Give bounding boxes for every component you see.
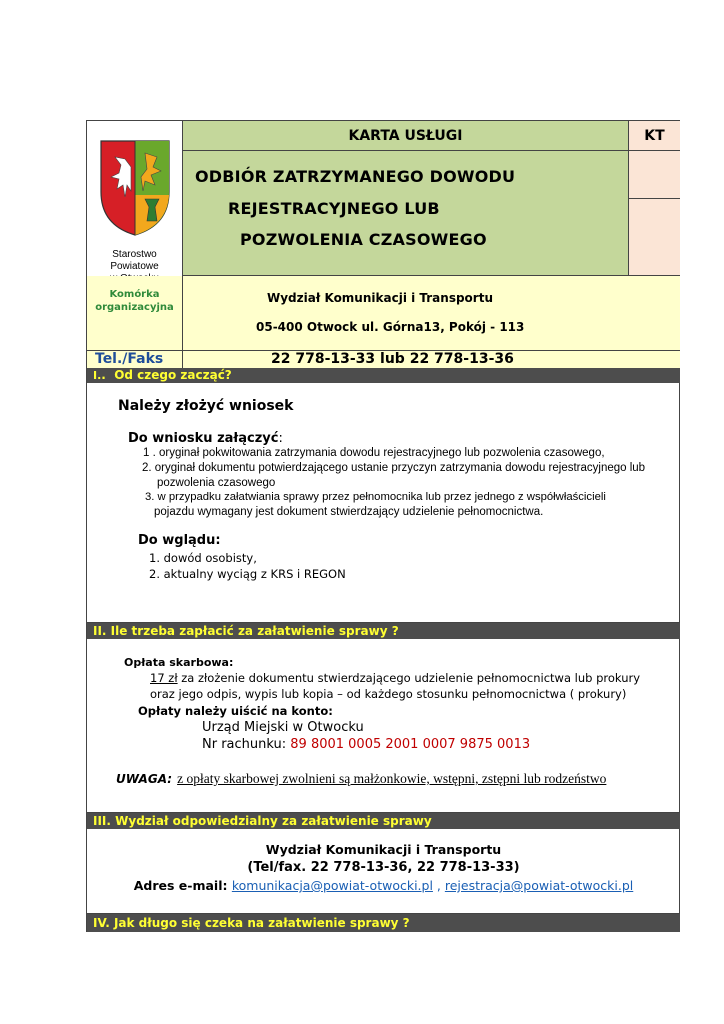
- section-1-header: [87, 368, 680, 383]
- email-label: Adres e-mail:: [133, 878, 232, 893]
- phone-value: 22 778-13-33 lub 22 778-13-36: [271, 351, 514, 367]
- fee-line-1: [150, 671, 640, 685]
- account-number-line: [202, 737, 530, 752]
- exemption-note: [116, 768, 606, 787]
- code-cell: [628, 121, 680, 151]
- section-1-body: [87, 383, 680, 623]
- section-3-body: [87, 829, 680, 914]
- note-text: z opłaty skarbowej zwolnieni są małżonkowie, wstępni, zstępni lub rodzeństwo: [177, 771, 607, 786]
- section-2-header: [87, 623, 680, 639]
- attach-label: [128, 431, 283, 446]
- phone-label-cell: [87, 351, 182, 368]
- fee-description-2: oraz jego odpis, wypis lub kopia – od każdego stosunku pełnomocnictwa ( prokury): [150, 687, 627, 701]
- unit-address: 05-400 Otwock ul. Górna13, Pokój - 113: [256, 320, 525, 334]
- phone-label: Tel./Faks: [95, 351, 164, 367]
- section-3-title: III. Wydział odpowiedzialny za załatwienie sprawy: [93, 814, 432, 828]
- account-prefix: Nr rachunku:: [202, 737, 291, 752]
- unit-label-cell: [87, 276, 182, 351]
- email-link-rejestracja[interactable]: rejestracja@powiat-otwocki.pl: [444, 878, 634, 893]
- card-label-cell: [182, 121, 628, 151]
- card-label: KARTA USŁUGI: [348, 128, 463, 144]
- fee-label: Opłata skarbowa:: [124, 656, 234, 669]
- section-3-header: [87, 813, 680, 829]
- attach-label-colon: :: [278, 431, 283, 446]
- service-title-line1: ODBIÓR ZATRZYMANEGO DOWODU: [195, 167, 516, 186]
- view-item-2: 2. aktualny wyciąg z KRS i REGON: [149, 567, 346, 581]
- section-1-title: Od czego zacząć?: [114, 368, 232, 382]
- note-label: UWAGA:: [116, 772, 172, 786]
- service-title-cell: [182, 151, 628, 276]
- service-card: [86, 120, 680, 932]
- attachment-item-3b: pojazdu wymagany jest dokument stwierdzający udzielenie pełnomocnictwa.: [154, 506, 544, 518]
- attachment-item-2b: pozwolenia czasowego: [157, 477, 276, 489]
- email-separator: ,: [432, 878, 445, 893]
- submit-request-text: Należy złożyć wniosek: [118, 398, 294, 414]
- section-1-number: I.: [93, 369, 102, 382]
- service-code: KT: [644, 128, 665, 144]
- attachment-item-3a: 3. w przypadku załatwiania sprawy przez pełnomocnika lub przez jednego z współwłaścicieli: [145, 491, 606, 503]
- unit-label-line1: Komórka: [109, 289, 160, 300]
- responsible-phones: (Tel/fax. 22 778-13-36, 22 778-13-33): [247, 860, 520, 875]
- view-item-1: 1. dowód osobisty,: [149, 551, 257, 565]
- unit-value-cell: [182, 276, 680, 351]
- service-title-line3: POZWOLENIA CZASOWEGO: [240, 230, 487, 249]
- section-1-dot: .: [101, 368, 106, 382]
- fee-description-1: za złożenie dokumentu stwierdzającego udzielenie pełnomocnictwa lub prokury: [177, 671, 641, 685]
- responsible-emails: [87, 878, 680, 893]
- account-label: Opłaty należy uiścić na konto:: [138, 704, 333, 718]
- responsible-department: Wydział Komunikacji i Transportu: [265, 842, 502, 857]
- office-name-line1: Starostwo: [112, 249, 157, 260]
- phone-value-cell: [182, 351, 680, 368]
- section-2-title: II. Ile trzeba zapłacić za załatwienie sprawy ?: [93, 624, 399, 638]
- code-side-cell-1: [628, 151, 680, 199]
- attachment-item-2a: 2. oryginał dokumentu potwierdzającego ustanie przyczyn zatrzymania dowodu rejestracyjnego lub: [142, 462, 646, 474]
- fee-amount: 17 zł: [150, 671, 178, 685]
- section-4-header: [87, 914, 680, 932]
- view-label: Do wglądu:: [138, 533, 221, 548]
- account-recipient: Urząd Miejski w Otwocku: [202, 720, 364, 735]
- service-title-line2: REJESTRACYJNEGO LUB: [228, 199, 440, 218]
- logo-cell: [87, 121, 182, 276]
- office-name-line2: Powiatowe: [110, 261, 159, 272]
- section-4-title: IV. Jak długo się czeka na załatwienie sprawy ?: [93, 916, 410, 930]
- account-number: 89 8001 0005 2001 0007 9875 0013: [290, 737, 531, 752]
- email-link-komunikacja[interactable]: komunikacja@powiat-otwocki.pl: [231, 878, 433, 893]
- coat-of-arms-icon: [95, 137, 175, 237]
- code-side-cell-2: [628, 199, 680, 276]
- unit-department: Wydział Komunikacji i Transportu: [267, 291, 493, 305]
- attach-label-text: Do wniosku załączyć: [128, 431, 279, 446]
- attachment-item-1: 1 . oryginał pokwitowania zatrzymania dowodu rejestracyjnego lub pozwolenia czasowego,: [143, 447, 605, 459]
- unit-label-line2: organizacyjna: [95, 302, 174, 313]
- section-2-body: [87, 639, 680, 813]
